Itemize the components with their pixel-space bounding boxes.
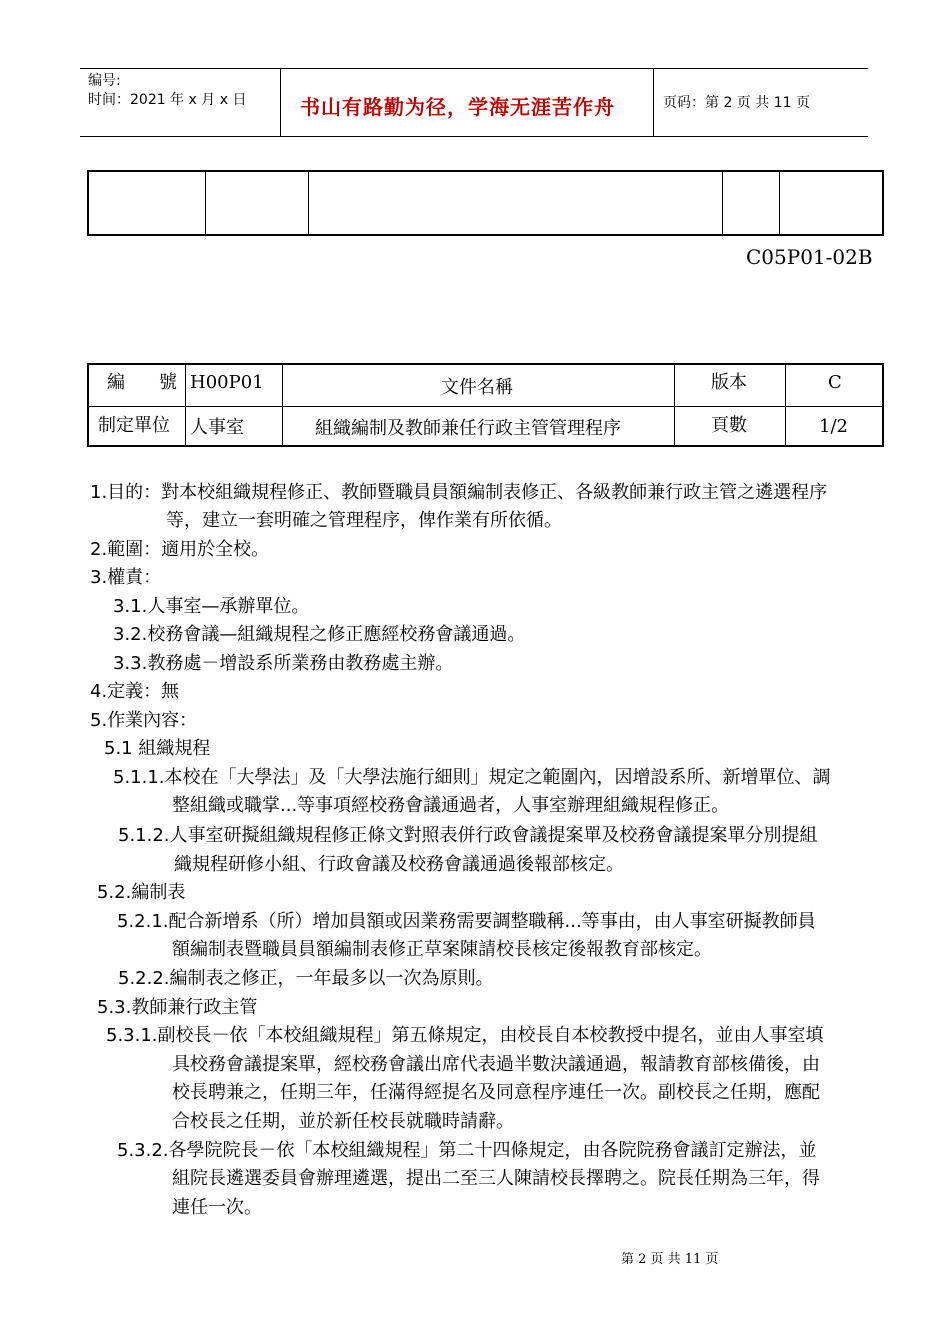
footer-page-number: 第 2 页 共 11 页 bbox=[621, 1252, 719, 1267]
section-5-1-2-line-1: 5.1.2.人事室研擬組織規程修正條文對照表併行政會議提案單及校務會議提案單分別提組 bbox=[118, 825, 818, 846]
section-5: 5.作業內容： bbox=[90, 710, 198, 731]
section-5-3-2-line-2: 組院長遴選委員會辦理遴選，提出二至三人陳請校長擇聘之。院長任期為三年，得 bbox=[172, 1168, 820, 1189]
section-5-1-1-line-1: 5.1.1.本校在「大學法」及「大學法施行細則」規定之範圍內，因增設系所、新增單位、調 bbox=[113, 767, 831, 788]
unit-value: 人事室 bbox=[190, 417, 244, 438]
section-2: 2.範圍：適用於全校。 bbox=[90, 539, 270, 560]
section-5-2-1-line-2: 額編制表暨職員員額編制表修正草案陳請校長核定後報教育部核定。 bbox=[172, 939, 712, 960]
section-5-1: 5.1 組織規程 bbox=[104, 738, 211, 759]
section-5-1-1-line-2: 整組織或職掌...等事項經校務會議通過者，人事室辦理組織規程修正。 bbox=[172, 795, 730, 816]
empty-table bbox=[87, 170, 884, 236]
section-4: 4.定義：無 bbox=[90, 681, 180, 702]
version-value: C bbox=[828, 372, 842, 393]
section-5-2: 5.2.編制表 bbox=[97, 882, 186, 903]
header-divider-right bbox=[653, 68, 654, 136]
section-5-2-1-line-1: 5.2.1.配合新增系（所）增加員額或因業務需要調整職稱...等事由，由人事室研擬教師員 bbox=[117, 911, 816, 932]
unit-label: 制定單位 bbox=[98, 415, 170, 436]
section-5-3-1-line-1: 5.3.1.副校長－依「本校組織規程」第五條規定，由校長自本校教授中提名，並由人事室填 bbox=[106, 1025, 824, 1046]
section-5-3-2-line-3: 連任一次。 bbox=[172, 1197, 262, 1218]
section-5-2-2: 5.2.2.編制表之修正，一年最多以一次為原則。 bbox=[118, 968, 494, 989]
version-label: 版本 bbox=[711, 372, 747, 393]
section-5-3: 5.3.教師兼行政主管 bbox=[97, 997, 258, 1018]
section-3-1: 3.1.人事室—承辦單位。 bbox=[113, 596, 310, 617]
section-5-3-2-line-1: 5.3.2.各學院院長－依「本校組織規程」第二十四條規定，由各院院務會議訂定辦法，並 bbox=[117, 1140, 817, 1161]
pages-label: 頁數 bbox=[711, 415, 747, 436]
section-1-line-1: 1.目的：對本校組織規程修正、教師暨職員員額編制表修正、各級教師兼行政主管之遴選程序 bbox=[90, 482, 828, 503]
section-5-1-2-line-2: 織規程研修小組、行政會議及校務會議通過後報部核定。 bbox=[174, 854, 624, 875]
section-3: 3.權責： bbox=[90, 567, 162, 588]
section-3-3: 3.3.教務處－增設系所業務由教務處主辦。 bbox=[113, 653, 454, 674]
id-label: 編 號 bbox=[107, 372, 185, 393]
empty-table-divider bbox=[779, 172, 780, 234]
header-number-label: 编号: bbox=[88, 73, 121, 89]
doc-code: C05P01-02B bbox=[746, 245, 873, 269]
header-top-rule bbox=[80, 68, 868, 69]
header-bottom-rule bbox=[80, 136, 868, 137]
empty-table-divider bbox=[308, 172, 309, 234]
info-table-row-divider bbox=[89, 406, 882, 407]
info-table-divider bbox=[674, 365, 675, 445]
doc-title: 組織編制及教師兼任行政主管管理程序 bbox=[315, 418, 621, 439]
section-5-3-1-line-4: 合校長之任期，並於新任校長就職時請辭。 bbox=[172, 1111, 514, 1132]
empty-table-divider bbox=[205, 172, 206, 234]
section-1-line-2: 等，建立一套明確之管理程序，俾作業有所依循。 bbox=[166, 510, 562, 531]
doc-name-label: 文件名稱 bbox=[441, 377, 513, 398]
info-table-divider bbox=[282, 365, 283, 445]
section-5-3-1-line-2: 具校務會議提案單，經校務會議出席代表過半數決議通過，報請教育部核備後，由 bbox=[172, 1054, 820, 1075]
info-table-divider bbox=[185, 365, 186, 445]
pages-value: 1/2 bbox=[819, 416, 848, 437]
header-page-info: 页码：第 2 页 共 11 页 bbox=[663, 95, 810, 111]
info-table-divider bbox=[785, 365, 786, 445]
section-5-3-1-line-3: 校長聘兼之，任期三年，任滿得經提名及同意程序連任一次。副校長之任期，應配 bbox=[172, 1082, 820, 1103]
info-table bbox=[87, 363, 884, 447]
header-slogan: 书山有路勤为径，学海无涯苦作舟 bbox=[300, 95, 615, 119]
section-3-2: 3.2.校務會議—組織規程之修正應經校務會議通過。 bbox=[113, 624, 526, 645]
header-time-label: 时间：2021 年 x 月 x 日 bbox=[88, 92, 247, 108]
empty-table-divider bbox=[722, 172, 723, 234]
header-divider-left bbox=[280, 68, 281, 136]
id-value: H00P01 bbox=[190, 372, 264, 393]
